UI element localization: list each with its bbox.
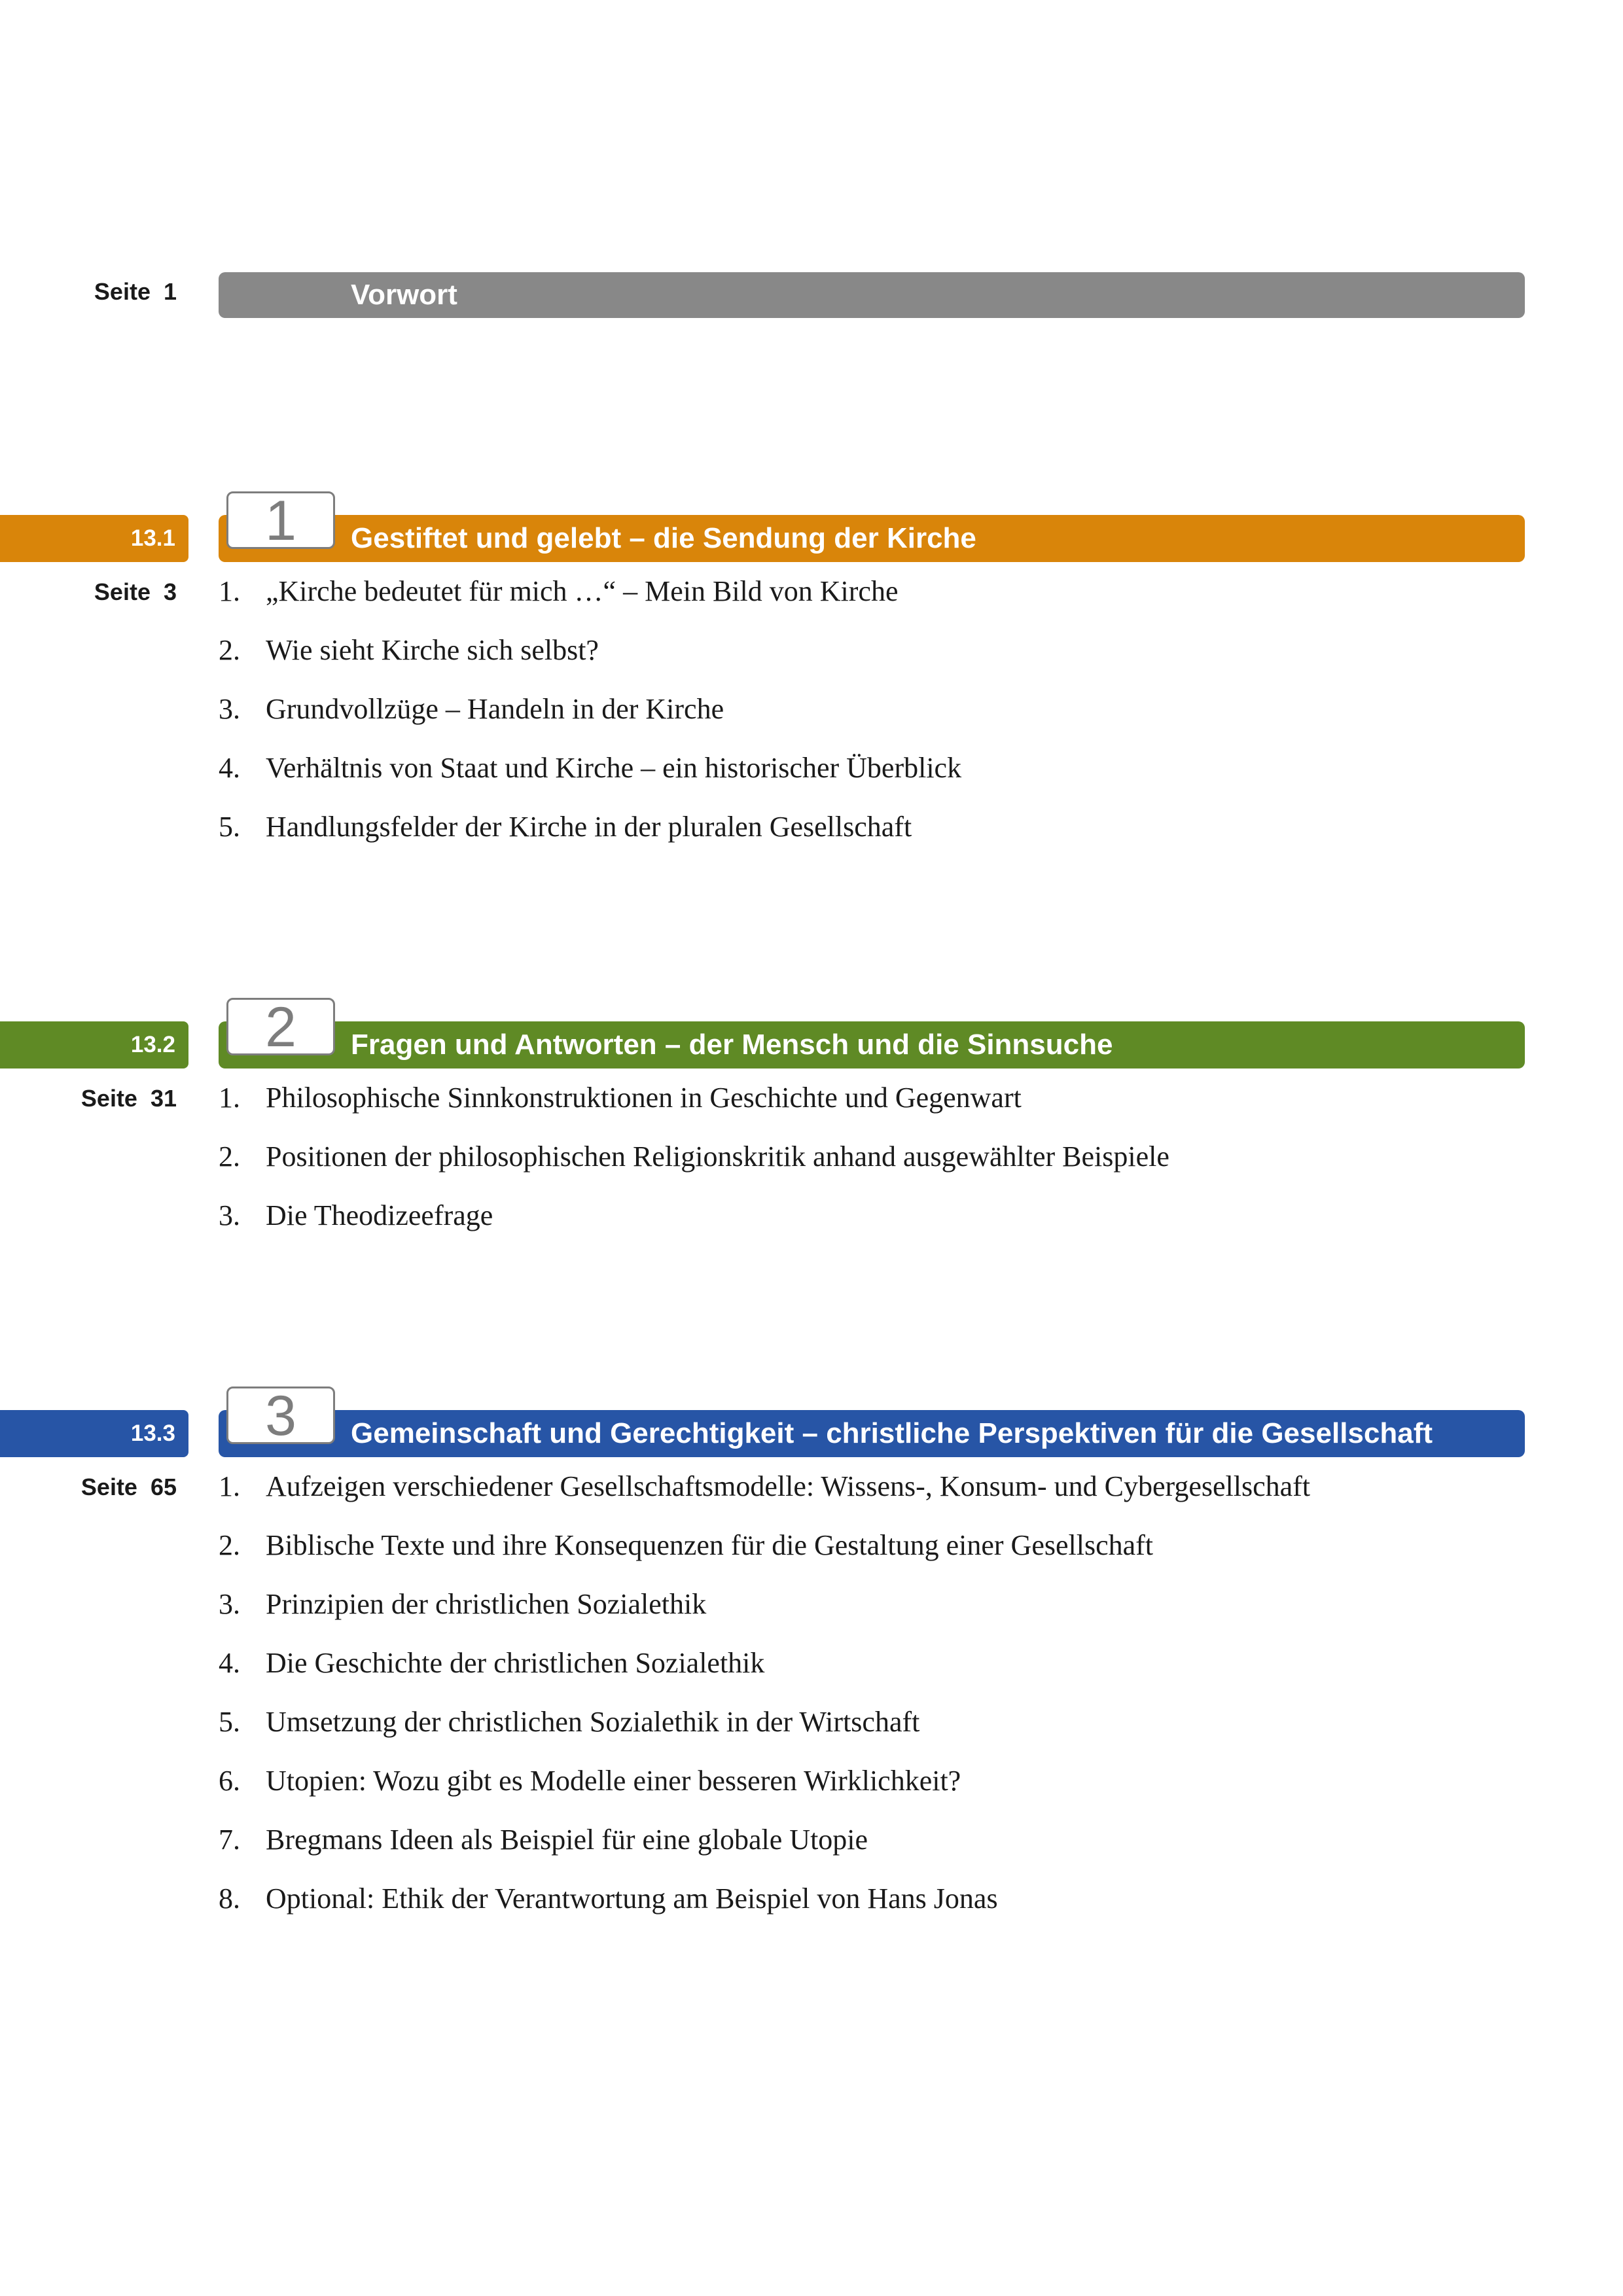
chapter-3-number-box: 3 xyxy=(226,1386,335,1444)
list-item[interactable]: 1. „Kirche bedeutet für mich …“ – Mein Bild von Kirche xyxy=(219,575,899,607)
list-item[interactable]: 5. Handlungsfelder der Kirche in der pluralen Gesellschaft xyxy=(219,811,912,843)
chapter-2-number-box: 2 xyxy=(226,998,335,1055)
chapter-1-page-ref: Seite 3 xyxy=(94,578,177,605)
list-item[interactable]: 3. Prinzipien der christlichen Sozialethik xyxy=(219,1588,707,1620)
list-item[interactable]: 1. Philosophische Sinnkonstruktionen in Geschichte und Gegenwart xyxy=(219,1082,1022,1114)
list-item[interactable]: 1. Aufzeigen verschiedener Gesellschaftsmodelle: Wissens-, Konsum- und Cybergesellschaft xyxy=(219,1470,1311,1502)
chapter-2-page-ref: Seite 31 xyxy=(80,1085,177,1112)
chapter-2-code: 13.2 xyxy=(0,1021,188,1069)
vorwort-heading[interactable]: Vorwort xyxy=(219,272,1525,318)
list-item[interactable]: 4. Die Geschichte der christlichen Sozialethik xyxy=(219,1647,765,1679)
chapter-1-heading[interactable]: Gestiftet und gelebt – die Sendung der Kirche xyxy=(219,515,1525,562)
list-item[interactable]: 4. Verhältnis von Staat und Kirche – ein historischer Überblick xyxy=(219,752,962,784)
list-item[interactable]: 7. Bregmans Ideen als Beispiel für eine globale Utopie xyxy=(219,1824,868,1856)
list-item[interactable]: 3. Grundvollzüge – Handeln in der Kirche xyxy=(219,693,724,725)
list-item[interactable]: 2. Positionen der philosophischen Religionskritik anhand ausgewählter Beispiele xyxy=(219,1140,1169,1173)
chapter-2-heading[interactable]: Fragen und Antworten – der Mensch und die Sinnsuche xyxy=(219,1021,1525,1069)
vorwort-page-ref: Seite 1 xyxy=(94,278,177,305)
list-item[interactable]: 8. Optional: Ethik der Verantwortung am Beispiel von Hans Jonas xyxy=(219,1882,998,1915)
chapter-3-code: 13.3 xyxy=(0,1410,188,1457)
chapter-3-page-ref: Seite 65 xyxy=(80,1474,177,1500)
list-item[interactable]: 2. Wie sieht Kirche sich selbst? xyxy=(219,634,599,666)
list-item[interactable]: 2. Biblische Texte und ihre Konsequenzen für die Gestaltung einer Gesellschaft xyxy=(219,1529,1154,1561)
chapter-1-code: 13.1 xyxy=(0,515,188,562)
list-item[interactable]: 6. Utopien: Wozu gibt es Modelle einer besseren Wirklichkeit? xyxy=(219,1765,961,1797)
list-item[interactable]: 3. Die Theodizeefrage xyxy=(219,1199,493,1231)
chapter-3-heading[interactable]: Gemeinschaft und Gerechtigkeit – christliche Perspektiven für die Gesellschaft xyxy=(219,1410,1525,1457)
chapter-1-number-box: 1 xyxy=(226,491,335,549)
list-item[interactable]: 5. Umsetzung der christlichen Sozialethik in der Wirtschaft xyxy=(219,1706,920,1738)
